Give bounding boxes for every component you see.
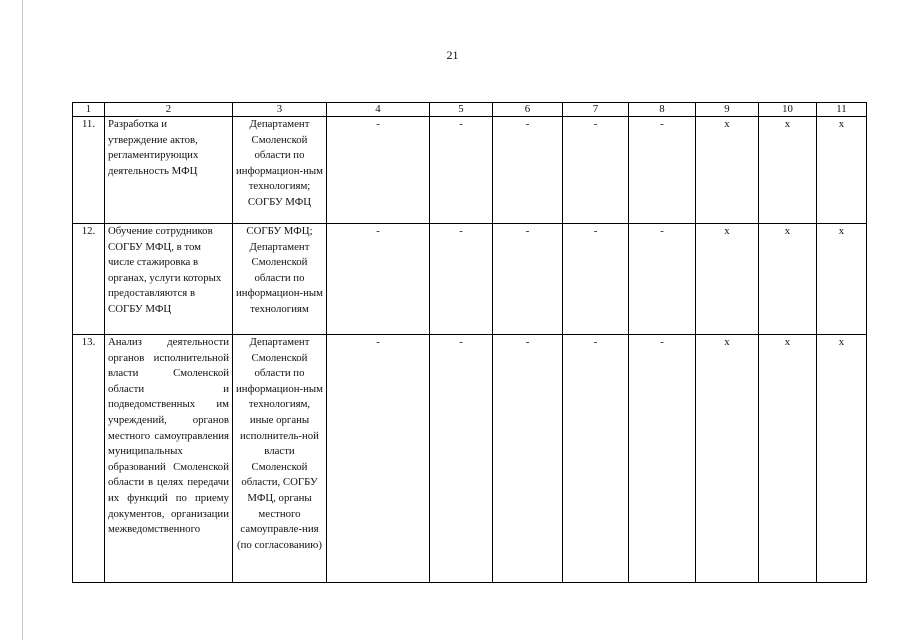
mark-col-5: -: [430, 224, 493, 335]
mark-col-11: х: [817, 224, 867, 335]
mark-col-10: х: [759, 224, 817, 335]
mark-col-5: -: [430, 335, 493, 583]
header-col-9: 9: [696, 103, 759, 117]
activity-name: Разработка и утверждение актов, регламентирующих деятельность МФЦ: [105, 117, 233, 224]
header-col-6: 6: [493, 103, 563, 117]
mark-col-10: х: [759, 117, 817, 224]
mark-col-8: -: [629, 335, 696, 583]
row-number: 11.: [73, 117, 105, 224]
mark-col-11: х: [817, 335, 867, 583]
header-col-2: 2: [105, 103, 233, 117]
mark-col-10: х: [759, 335, 817, 583]
page-number: 21: [446, 48, 459, 62]
table-row: [73, 224, 867, 335]
mark-col-4: -: [327, 335, 430, 583]
responsible-executor: Департамент Смоленской области по информацион-ным технологиям, иные органы исполнитель-ной власти Смоленской области, СОГБУ МФЦ, органы местного самоуправле-ния (по согласованию): [233, 335, 327, 583]
mark-col-9: х: [696, 335, 759, 583]
responsible-executor: Департамент Смоленской области по информацион-ным технологиям; СОГБУ МФЦ: [233, 117, 327, 224]
header-col-7: 7: [563, 103, 629, 117]
row-number: 12.: [73, 224, 105, 335]
activities-table: [72, 102, 867, 583]
responsible-executor: СОГБУ МФЦ; Департамент Смоленской области по информацион-ным технологиям: [233, 224, 327, 335]
mark-col-4: -: [327, 224, 430, 335]
mark-col-5: -: [430, 117, 493, 224]
header-col-1: 1: [73, 103, 105, 117]
header-col-4: 4: [327, 103, 430, 117]
header-col-11: 11: [817, 103, 867, 117]
mark-col-8: -: [629, 117, 696, 224]
header-col-5: 5: [430, 103, 493, 117]
mark-col-7: -: [563, 117, 629, 224]
table-row: [73, 117, 867, 224]
mark-col-4: -: [327, 117, 430, 224]
mark-col-6: -: [493, 224, 563, 335]
header-col-8: 8: [629, 103, 696, 117]
mark-col-8: -: [629, 224, 696, 335]
activity-name: Обучение сотрудников СОГБУ МФЦ, в том числе стажировка в органах, услуги которых предоставляются в СОГБУ МФЦ: [105, 224, 233, 335]
table-header-row: [73, 103, 867, 117]
table-row: [73, 335, 867, 583]
header-col-10: 10: [759, 103, 817, 117]
mark-col-7: -: [563, 224, 629, 335]
mark-col-11: х: [817, 117, 867, 224]
mark-col-6: -: [493, 117, 563, 224]
row-number: 13.: [73, 335, 105, 583]
mark-col-9: х: [696, 224, 759, 335]
header-col-3: 3: [233, 103, 327, 117]
activity-name: Анализ деятельности органов исполнительной власти Смоленской области и подведомственных им учреждений, органов местного самоуправления муниципальных образований Смоленской области в целях передачи их функций по приему документов, организации межведомственного: [105, 335, 233, 583]
mark-col-6: -: [493, 335, 563, 583]
mark-col-9: х: [696, 117, 759, 224]
mark-col-7: -: [563, 335, 629, 583]
scan-edge-line: [22, 0, 23, 640]
